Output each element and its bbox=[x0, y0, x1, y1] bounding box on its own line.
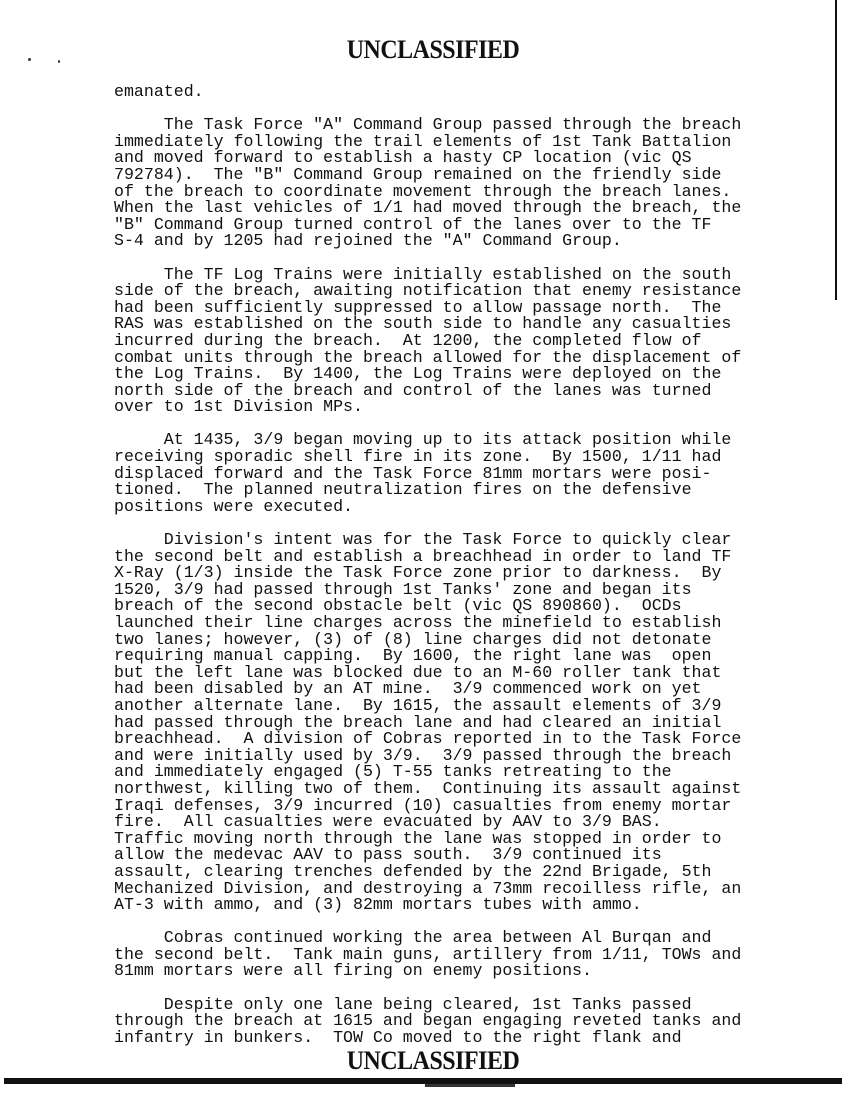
text-line: fire. All casualties were evacuated by AAV to 3/9 BAS. bbox=[114, 812, 662, 832]
text-line: the Log Trains. By 1400, the Log Trains were deployed on the bbox=[114, 364, 722, 384]
text-line: positions were executed. bbox=[114, 496, 353, 516]
paragraph bbox=[114, 264, 742, 417]
text-line: requiring manual capping. By 1600, the right lane was open bbox=[114, 646, 712, 666]
text-line: Cobras continued working the area between Al Burqan and bbox=[114, 928, 712, 948]
text-line: breach of the second obstacle belt (vic QS 890860). OCDs bbox=[114, 596, 682, 616]
paragraph bbox=[114, 432, 741, 515]
paragraph bbox=[114, 994, 742, 1047]
text-line: The Task Force "A" Command Group passed through the breach bbox=[114, 115, 742, 135]
text-line: launched their line charges across the minefield to establish bbox=[114, 613, 722, 632]
text-line: displaced forward and the Task Force 81mm mortars were posi- bbox=[114, 463, 712, 483]
text-line: Iraqi defenses, 3/9 incurred (10) casualties from enemy mortar bbox=[114, 795, 732, 815]
text-line: S-4 and by 1205 had rejoined the "A" Command Group. bbox=[114, 231, 622, 251]
text-line: north side of the breach and control of the lanes was turned bbox=[114, 380, 712, 400]
text-line: side of the breach, awaiting notification that enemy resistance bbox=[114, 281, 742, 301]
paragraph bbox=[114, 532, 741, 914]
text-line: over to 1st Division MPs. bbox=[114, 397, 363, 417]
text-line: At 1435, 3/9 began moving up to its attack position while bbox=[114, 430, 732, 450]
text-line: Mechanized Division, and destroying a 73mm recoilless rifle, an bbox=[114, 878, 742, 898]
classification-footer: UNCLASSIFIED bbox=[346, 1046, 520, 1075]
document-body bbox=[114, 84, 741, 1046]
text-line: the second belt. Tank main guns, artillery from 1/11, TOWs and bbox=[114, 944, 742, 964]
text-line: infantry in bunkers. TOW Co moved to the right flank and bbox=[114, 1027, 682, 1047]
paragraph bbox=[114, 930, 741, 980]
text-line: and moved forward to establish a hasty CP location (vic QS bbox=[114, 148, 692, 168]
scan-speck bbox=[28, 58, 31, 61]
text-line: through the breach at 1615 and began engaging reveted tanks and bbox=[114, 1011, 742, 1031]
text-line: had been disabled by an AT mine. 3/9 commenced work on yet bbox=[114, 679, 702, 699]
text-line: RAS was established on the south side to handle any casualties bbox=[114, 314, 732, 334]
text-line: assault, clearing trenches defended by the 22nd Brigade, 5th bbox=[114, 861, 712, 881]
text-line: combat units through the breach allowed for the displacement of bbox=[114, 347, 742, 367]
text-line: When the last vehicles of 1/1 had moved through the breach, the bbox=[114, 198, 742, 218]
text-line: allow the medevac AAV to pass south. 3/9 continued its bbox=[114, 845, 662, 865]
text-line: Despite only one lane being cleared, 1st Tanks passed bbox=[114, 994, 692, 1014]
scan-edge-line bbox=[835, 0, 837, 300]
text-line: and immediately engaged (5) T-55 tanks retreating to the bbox=[114, 762, 672, 782]
text-line: Division's intent was for the Task Force to quickly clear bbox=[114, 530, 732, 550]
text-line: 792784). The "B" Command Group remained on the friendly side bbox=[114, 164, 722, 184]
paragraph bbox=[114, 117, 741, 250]
footer-rule-shadow bbox=[425, 1084, 515, 1087]
scan-speck bbox=[58, 60, 60, 63]
paragraph bbox=[114, 84, 741, 101]
text-line: X-Ray (1/3) inside the Task Force zone prior to darkness. By bbox=[114, 563, 722, 583]
text-line: "B" Command Group turned control of the lanes over to the TF bbox=[114, 214, 712, 234]
text-line: AT-3 with ammo, and (3) 82mm mortars tubes with ammo. bbox=[114, 895, 642, 915]
text-line: had passed through the breach lane and had cleared an initial bbox=[114, 712, 722, 732]
text-line: Traffic moving north through the lane was stopped in order to bbox=[114, 828, 722, 848]
text-line: emanated. bbox=[114, 82, 204, 101]
text-line: receiving sporadic shell fire in its zone. By 1500, 1/11 had bbox=[114, 447, 722, 467]
text-line: breachhead. A division of Cobras reported in to the Task Force bbox=[114, 729, 742, 749]
text-line: but the left lane was blocked due to an M-60 roller tank that bbox=[114, 662, 722, 682]
text-line: tioned. The planned neutralization fires on the defensive bbox=[114, 480, 692, 500]
classification-header: UNCLASSIFIED bbox=[346, 35, 520, 64]
text-line: of the breach to coordinate movement through the breach lanes. bbox=[114, 181, 732, 201]
text-line: and were initially used by 3/9. 3/9 passed through the breach bbox=[114, 745, 732, 765]
text-line: northwest, killing two of them. Continuing its assault against bbox=[114, 778, 742, 798]
text-line: the second belt and establish a breachhead in order to land TF bbox=[114, 546, 732, 566]
text-line: 81mm mortars were all firing on enemy positions. bbox=[114, 961, 592, 981]
text-line: two lanes; however, (3) of (8) line charges did not detonate bbox=[114, 629, 712, 649]
text-line: incurred during the breach. At 1200, the completed flow of bbox=[114, 330, 702, 350]
text-line: another alternate lane. By 1615, the assault elements of 3/9 bbox=[114, 695, 722, 715]
footer-rule bbox=[4, 1078, 842, 1084]
text-line: had been sufficiently suppressed to allow passage north. The bbox=[114, 297, 722, 317]
text-line: The TF Log Trains were initially established on the south bbox=[114, 264, 732, 284]
text-line: immediately following the trail elements of 1st Tank Battalion bbox=[114, 131, 732, 151]
text-line: 1520, 3/9 had passed through 1st Tanks' zone and began its bbox=[114, 579, 692, 599]
